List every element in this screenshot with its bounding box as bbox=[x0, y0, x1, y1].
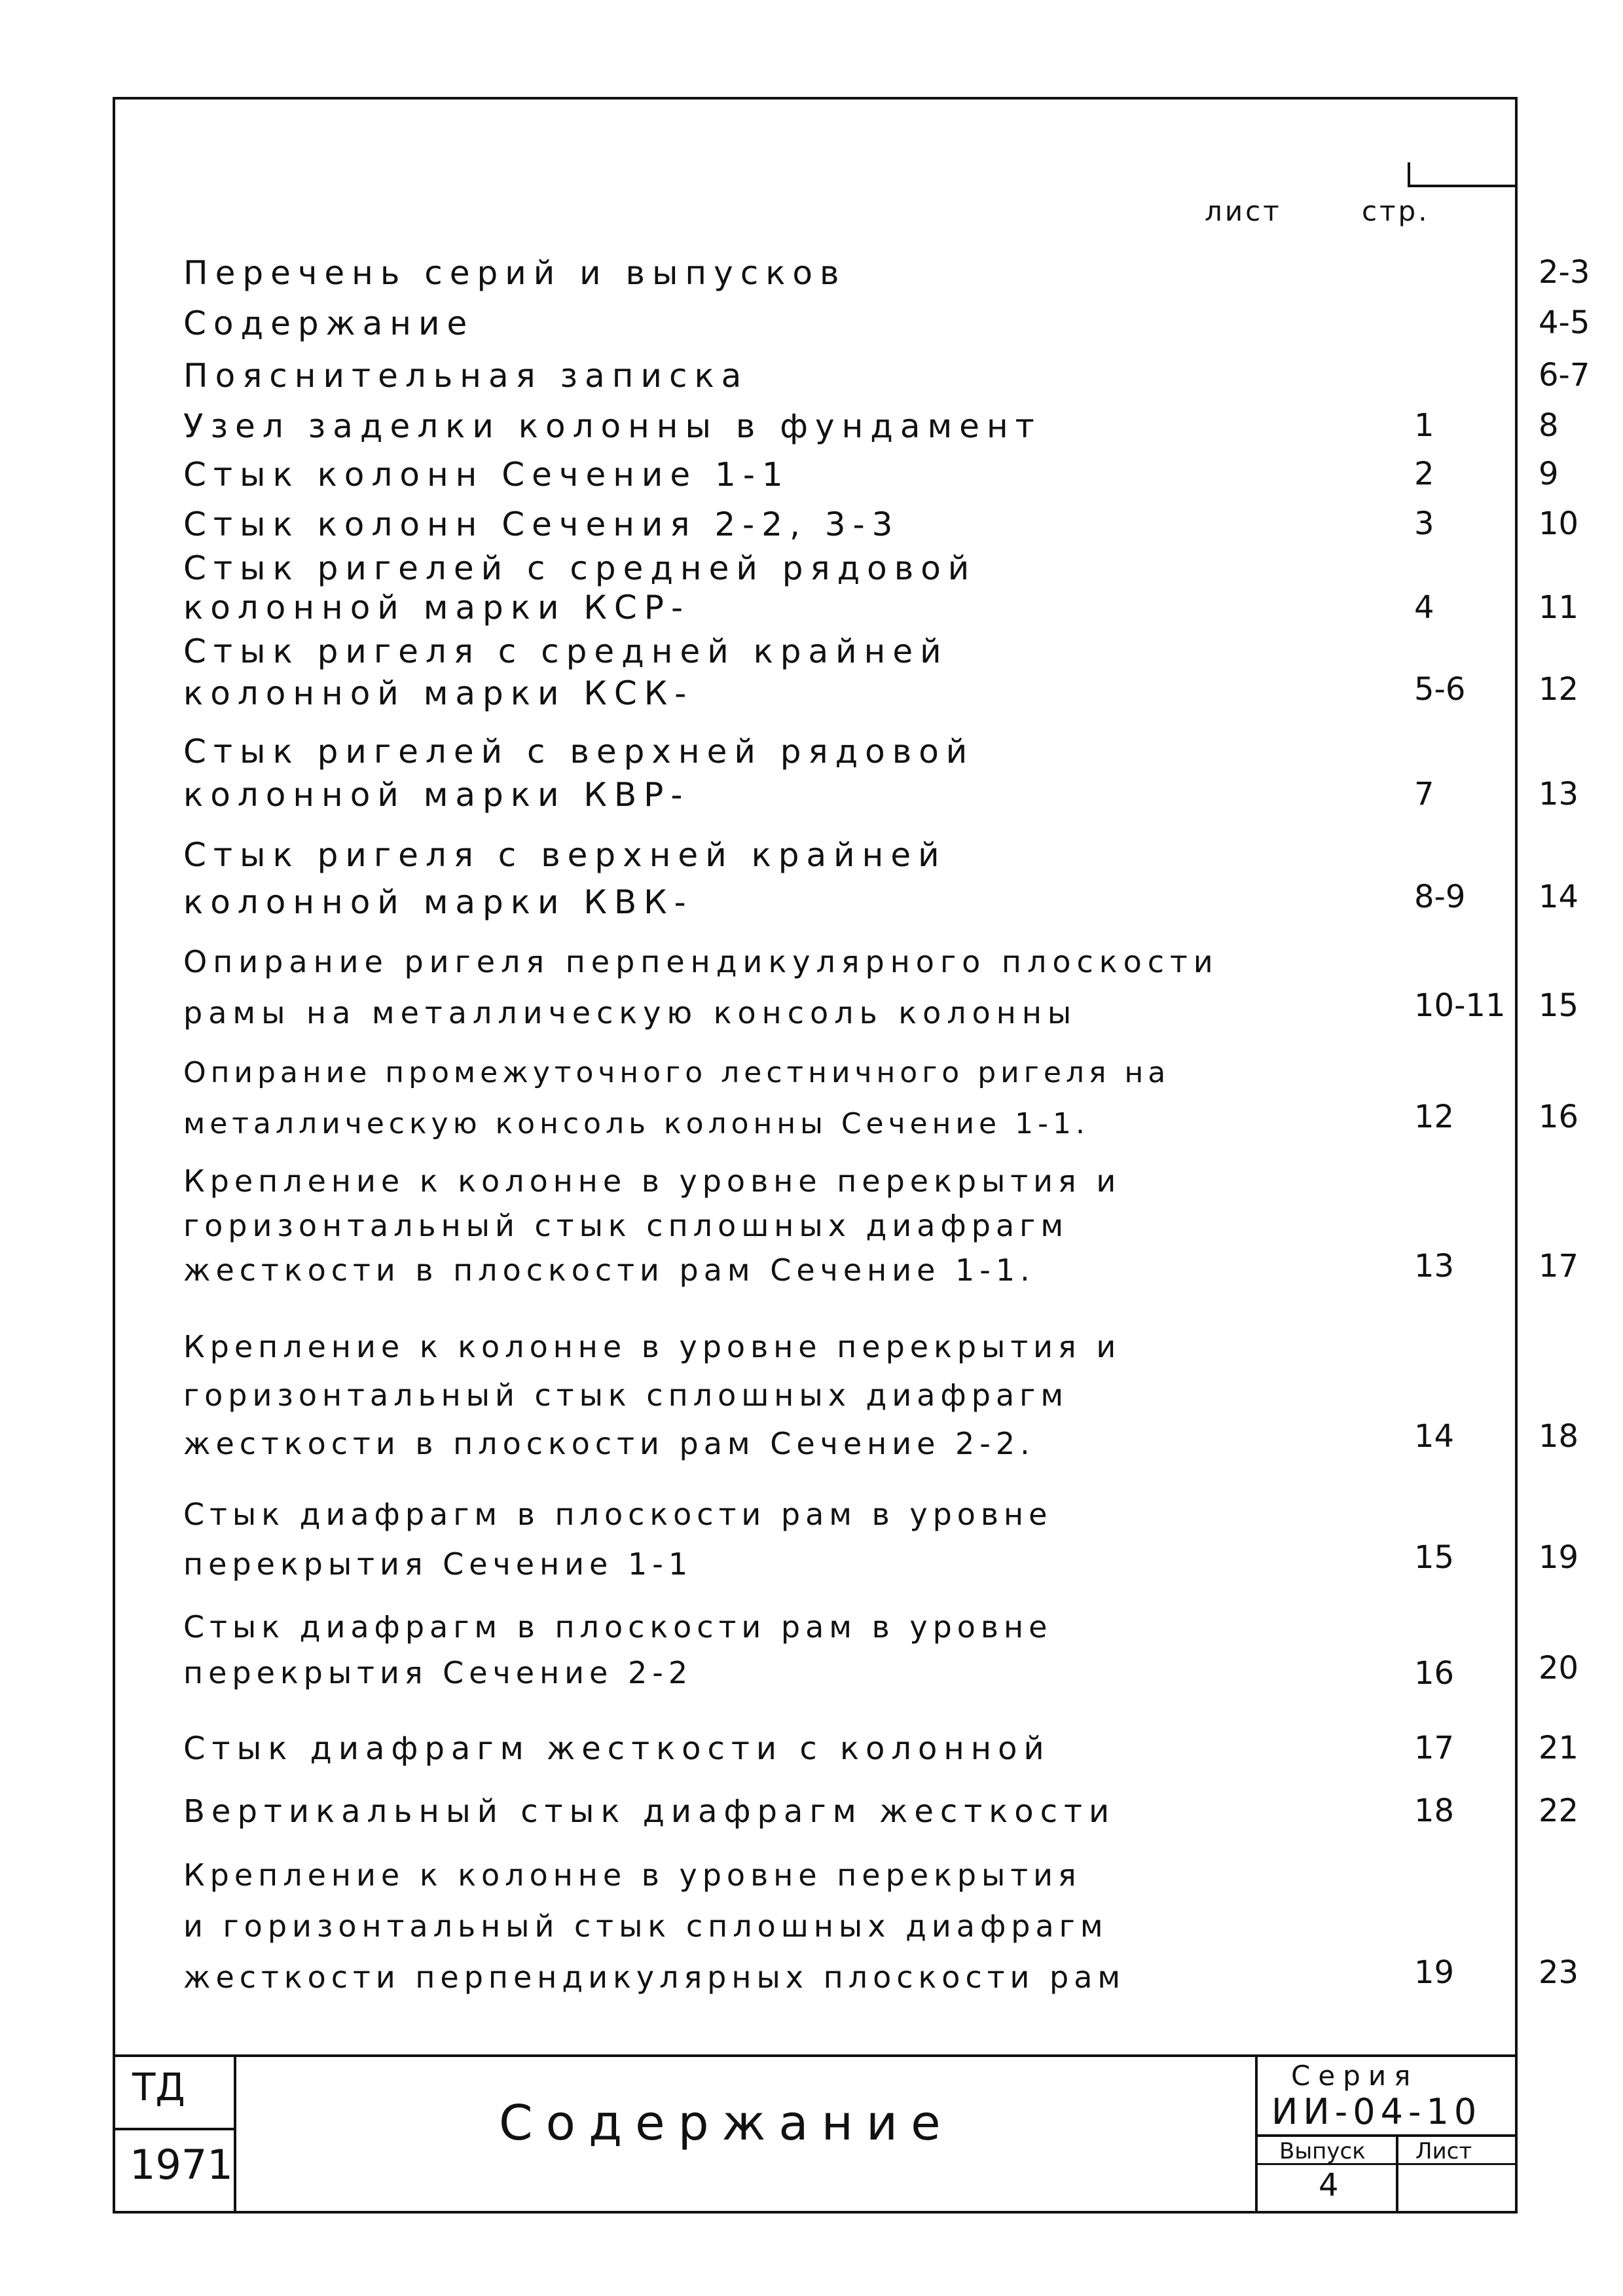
row-title: Стык диафрагм в плоскости рам в уровне перекрытия Сечение 2-2 bbox=[183, 1609, 1053, 1690]
sheet-column-header: лист bbox=[1205, 195, 1282, 227]
row-sheet: 1 bbox=[1414, 407, 1434, 444]
row-page: 20 bbox=[1539, 1650, 1579, 1686]
row-page: 21 bbox=[1539, 1730, 1579, 1766]
issue-value: 4 bbox=[1319, 2167, 1339, 2204]
row-page: 15 bbox=[1539, 987, 1579, 1024]
stamp-year: 1971 bbox=[130, 2141, 233, 2189]
stamp-divider bbox=[113, 2128, 234, 2130]
row-sheet: 2 bbox=[1414, 456, 1434, 492]
series-value: ИИ-04-10 bbox=[1271, 2091, 1482, 2132]
row-title: Перечень серий и выпусков bbox=[183, 254, 847, 292]
row-sheet: 13 bbox=[1414, 1248, 1455, 1285]
row-sheet: 4 bbox=[1414, 589, 1434, 626]
row-page: 12 bbox=[1539, 671, 1579, 708]
document-title: Содержание bbox=[499, 2095, 954, 2151]
row-sheet: 3 bbox=[1414, 505, 1434, 542]
corner-mark bbox=[1408, 162, 1515, 187]
row-page: 2-3 bbox=[1539, 254, 1590, 291]
organization-mark: ТД bbox=[132, 2065, 185, 2109]
row-title: Узел заделки колонны в фундамент bbox=[183, 407, 1042, 445]
issue-label: Выпуск bbox=[1279, 2138, 1366, 2164]
row-title: Крепление к колонне в уровне перекрытия и горизонтальный стык сплошных диафрагм жесткости перпендикулярных плоскости рам bbox=[183, 1857, 1126, 1995]
row-page: 16 bbox=[1539, 1099, 1579, 1135]
row-title: Содержание bbox=[183, 304, 475, 342]
row-title: Опирание промежуточного лестничного ригеля на металлическую консоль колонны Сечение 1-1. bbox=[183, 1056, 1171, 1140]
page-column-header: стр. bbox=[1362, 195, 1430, 227]
row-sheet: 7 bbox=[1414, 776, 1434, 812]
row-title: Стык диафрагм в плоскости рам в уровне перекрытия Сечение 1-1 bbox=[183, 1497, 1053, 1582]
stamp-divider bbox=[234, 2057, 236, 2214]
row-title: Крепление к колонне в уровне перекрытия и горизонтальный стык сплошных диафрагм жесткости в плоскости рам Сечение 2-2. bbox=[183, 1329, 1122, 1461]
row-title: Стык ригеля с верхней крайней колонной марки КВК- bbox=[183, 836, 947, 921]
row-title: Опирание ригеля перпендикулярного плоскости рамы на металлическую консоль колонны bbox=[183, 944, 1219, 1030]
row-title: Стык диафрагм жесткости с колонной bbox=[183, 1730, 1051, 1767]
row-sheet: 19 bbox=[1414, 1954, 1455, 1991]
stamp-divider bbox=[1255, 2134, 1515, 2137]
row-title: Крепление к колонне в уровне перекрытия и горизонтальный стык сплошных диафрагм жесткости в плоскости рам Сечение 1-1. bbox=[183, 1163, 1122, 1288]
row-page: 14 bbox=[1539, 879, 1579, 915]
row-page: 10 bbox=[1539, 505, 1579, 542]
row-title: Стык колонн Сечения 2-2, 3-3 bbox=[183, 505, 900, 543]
row-title: Стык ригелей с средней рядовой колонной марки КСР- bbox=[183, 549, 977, 627]
row-sheet: 17 bbox=[1414, 1730, 1455, 1766]
row-sheet: 15 bbox=[1414, 1539, 1455, 1576]
row-title: Вертикальный стык диафрагм жесткости bbox=[183, 1793, 1116, 1830]
row-sheet: 10-11 bbox=[1414, 987, 1506, 1024]
row-page: 13 bbox=[1539, 776, 1579, 812]
row-page: 11 bbox=[1539, 589, 1579, 626]
row-sheet: 18 bbox=[1414, 1793, 1455, 1829]
row-title: Пояснительная записка bbox=[183, 357, 749, 395]
row-page: 18 bbox=[1539, 1418, 1579, 1455]
row-page: 19 bbox=[1539, 1539, 1579, 1576]
stamp-divider bbox=[1396, 2134, 1398, 2214]
row-sheet: 12 bbox=[1414, 1099, 1455, 1135]
row-title: Стык ригеля с средней крайней колонной марки КСК- bbox=[183, 632, 949, 712]
row-title: Стык колонн Сечение 1-1 bbox=[183, 456, 790, 494]
series-label: Серия bbox=[1291, 2060, 1419, 2092]
row-page: 22 bbox=[1539, 1793, 1579, 1829]
row-page: 8 bbox=[1539, 407, 1559, 444]
row-sheet: 16 bbox=[1414, 1655, 1455, 1692]
row-page: 6-7 bbox=[1539, 357, 1590, 393]
row-sheet: 8-9 bbox=[1414, 879, 1466, 915]
row-title: Стык ригелей с верхней рядовой колонной марки КВР- bbox=[183, 733, 975, 814]
row-sheet: 5-6 bbox=[1414, 671, 1466, 708]
row-page: 23 bbox=[1539, 1954, 1579, 1991]
title-block bbox=[113, 2054, 1518, 2214]
row-sheet: 14 bbox=[1414, 1418, 1455, 1455]
row-page: 4-5 bbox=[1539, 304, 1590, 341]
row-page: 9 bbox=[1539, 456, 1559, 492]
row-page: 17 bbox=[1539, 1248, 1579, 1285]
sheet-label: Лист bbox=[1415, 2138, 1472, 2164]
